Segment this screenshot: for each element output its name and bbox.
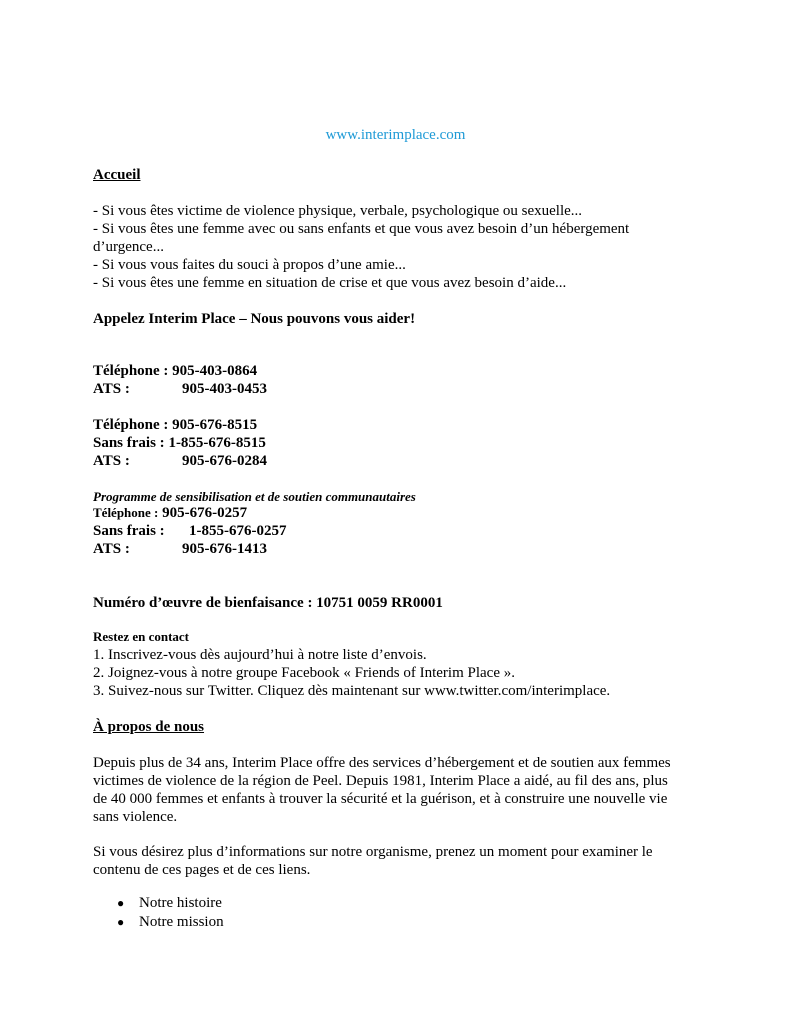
contact-value: 905-676-8515 [172,417,258,433]
contact-row [93,522,287,540]
contact-label: Sans frais : [93,435,165,451]
list-item: 3. Suivez-nous sur Twitter. Cliquez dès maintenant sur www.twitter.com/interimplace. [93,683,611,699]
contact-row [93,504,247,522]
about-paragraph-line: sans violence. [93,809,178,825]
charity-number: Numéro d’œuvre de bienfaisance : 10751 0059 RR0001 [93,595,443,611]
list-item: 1. Inscrivez-vous dès aujourd’hui à notre liste d’envois. [93,647,427,663]
contact-value: 1-855-676-0257 [189,523,287,539]
stay-in-touch-heading: Restez en contact [93,629,190,644]
contact-label: Sans frais : [93,523,165,539]
about-paragraph-line: victimes de violence de la région de Peel. Depuis 1981, Interim Place a aidé, au fil des ans, plus [93,773,668,789]
bullet-icon: ● [117,915,125,929]
about-paragraph-line: contenu de ces pages et de ces liens. [93,862,311,878]
accueil-line-3: d’urgence... [93,239,164,255]
contact-row [93,540,267,558]
list-item: 2. Joignez-vous à notre groupe Facebook « Friends of Interim Place ». [93,665,515,681]
contact-value: 905-403-0864 [172,363,258,379]
contact-row [93,380,267,398]
contact-row [93,434,266,452]
contact-value: 905-676-0284 [182,453,267,469]
call-to-action: Appelez Interim Place – Nous pouvons vous aider! [93,311,416,327]
accueil-line-4: - Si vous vous faites du souci à propos d’une amie... [93,257,406,273]
accueil-line-5: - Si vous êtes une femme en situation de crise et que vous avez besoin d’aide... [93,275,567,291]
bullet-icon: ● [117,896,125,910]
contact-label: ATS : [93,541,130,557]
accueil-heading: Accueil [93,167,141,183]
contact-label: Téléphone : [93,363,169,379]
contact-row [93,416,257,434]
contact-label: Téléphone : [93,505,159,520]
contact-label: Téléphone : [93,417,169,433]
website-link[interactable]: www.interimplace.com [325,127,466,143]
contact-value: 905-403-0453 [182,381,267,397]
link-notre-histoire[interactable]: Notre histoire [139,895,222,911]
contact-row [93,452,267,470]
contact-value: 905-676-0257 [162,505,248,521]
accueil-line-1: - Si vous êtes victime de violence physique, verbale, psychologique ou sexuelle... [93,203,583,219]
contact-row [93,362,257,380]
link-notre-mission[interactable]: Notre mission [139,914,224,930]
contact-label: ATS : [93,381,130,397]
accueil-line-2: - Si vous êtes une femme avec ou sans enfants et que vous avez besoin d’un hébergement [93,221,630,237]
about-heading: À propos de nous [93,719,205,735]
program-title: Programme de sensibilisation et de soutien communautaires [93,489,416,504]
contact-label: ATS : [93,453,130,469]
contact-value: 905-676-1413 [182,541,267,557]
contact-value: 1-855-676-8515 [168,435,266,451]
about-paragraph-line: Depuis plus de 34 ans, Interim Place offre des services d’hébergement et de soutien aux femmes [93,755,671,771]
about-paragraph-line: de 40 000 femmes et enfants à trouver la sécurité et la guérison, et à construire une nouvelle vie [93,791,668,807]
about-paragraph-line: Si vous désirez plus d’informations sur notre organisme, prenez un moment pour examiner le [93,844,653,860]
